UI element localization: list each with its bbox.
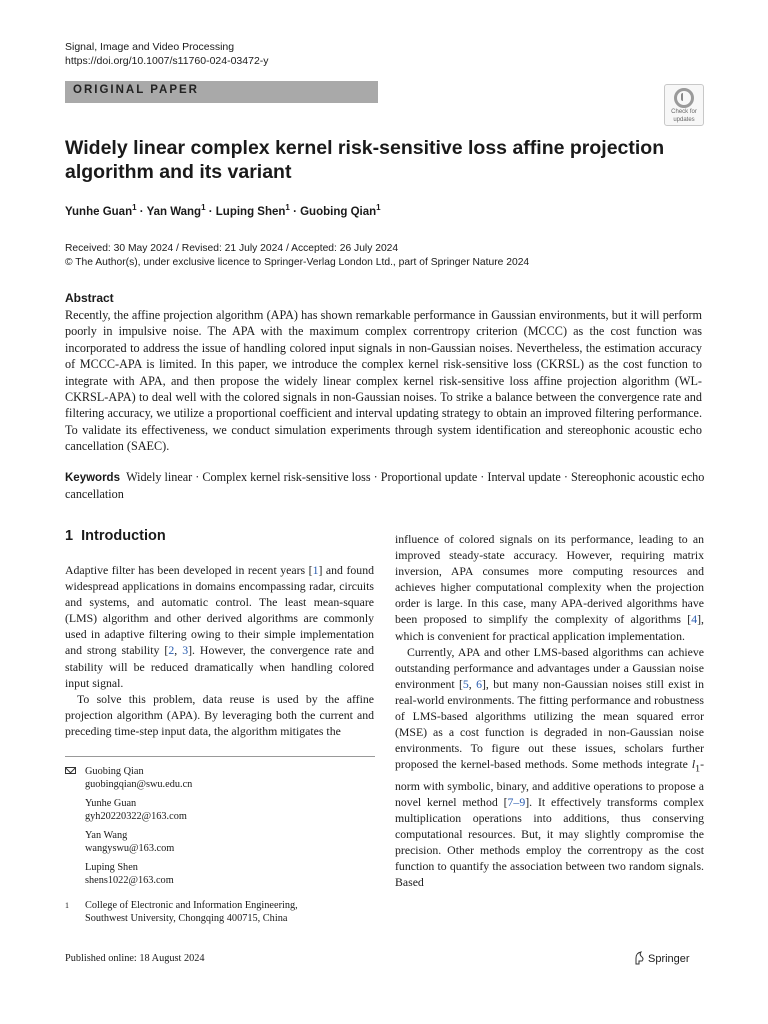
article-history (65, 242, 529, 270)
text-run: ]. It effectively transforms complex multiplication operations into additions, thus conserving computational resources. But, it may slightly compromise the precision. Other methods employ the correntropy as the cost function to quantify the association between two random signals. Based (395, 794, 704, 890)
norm-symbol: l (691, 757, 696, 772)
springer-horse-icon (633, 951, 645, 965)
section-title: Introduction (81, 528, 166, 544)
author-separator: · (136, 205, 147, 218)
citation-link[interactable]: 5 (462, 676, 469, 691)
citation-link[interactable]: 1 (312, 563, 319, 577)
published-online: Published online: 18 August 2024 (65, 953, 205, 964)
journal-header (65, 40, 269, 68)
paragraph (65, 562, 374, 691)
author-separator: · (289, 205, 301, 218)
citation-link[interactable]: 7–9 (507, 794, 526, 809)
keywords-text: Widely linear · Complex kernel risk-sensitive loss · Proportional update · Interval update · Stereophonic acoustic echo cancellation (65, 470, 705, 502)
contact-entry (85, 829, 192, 855)
contact-name: Guobing Qian (85, 766, 144, 777)
text-run: ]. However, the convergence rate and stability will be reduced dramatically when handling colored input signal. (65, 643, 374, 690)
contact-email[interactable]: wangyswu@163.com (85, 843, 175, 854)
text-run: Adaptive filter has been developed in recent years [ (65, 563, 313, 577)
paragraph (395, 531, 704, 644)
contact-email[interactable]: shens1022@163.com (85, 875, 174, 886)
author-name[interactable]: Yan Wang (146, 205, 202, 218)
article-type-banner (65, 81, 378, 103)
citation-link[interactable]: 6 (476, 676, 482, 691)
author-affil-sup: 1 (376, 203, 381, 212)
check-updates-text-2: updates (673, 116, 695, 123)
contact-entry (85, 797, 192, 823)
section-number: 1 (65, 528, 74, 544)
corresponding-contacts (65, 765, 192, 893)
affiliation (65, 899, 298, 925)
text-run: , (468, 676, 477, 691)
author-affil-sup: 1 (132, 203, 137, 212)
text-run: ], but many non-Gaussian noises still exist in real-world environments. The fitting performance and robustness of LMS-based algorithms utilizing the mean squared error (MSE) as a cost function is degraded in non-Gaussian noise environments. To figure out these issues, scholars further proposed the kernel-based methods. Some methods integrate (395, 676, 704, 772)
author-list (65, 203, 381, 218)
right-column (395, 531, 704, 890)
contact-name: Yunhe Guan (85, 798, 137, 809)
keywords-label: Keywords (65, 472, 120, 484)
text-run: influence of colored signals on its performance, leading to an improved steady-state accuracy. However, requiring matrix inversion, APA consumes more computing resources and achieves higher computational complexity when the projection order is large. In this case, many APA-derived algorithms have been proposed to simplify the complexity of algorithms [ (395, 532, 704, 627)
author-affil-sup: 1 (201, 203, 206, 212)
doi-link[interactable]: https://doi.org/10.1007/s11760-024-03472-y (65, 55, 269, 67)
contact-entry (85, 765, 192, 791)
check-for-updates-badge[interactable] (664, 84, 704, 126)
contact-name: Yan Wang (85, 830, 128, 841)
check-updates-text-1: Check for (671, 109, 697, 115)
contact-email[interactable]: gyh20220322@163.com (85, 811, 187, 822)
section-heading (65, 528, 166, 544)
article-type-label: ORIGINAL PAPER (73, 84, 199, 96)
norm-subscript: 1 (695, 763, 701, 775)
author-name[interactable]: Yunhe Guan (65, 205, 133, 218)
author-separator: · (205, 205, 216, 218)
contact-entry (85, 861, 192, 887)
abstract-heading: Abstract (65, 291, 114, 305)
affiliation-line-1: College of Electronic and Information Engineering, (85, 900, 298, 911)
paper-title: Widely linear complex kernel risk-sensitive loss affine projection algorithm and its variant (65, 137, 665, 183)
footnote-divider (65, 756, 375, 757)
text-run: -norm with symbolic, binary, and additive operations to propose a novel kernel method [ (395, 757, 704, 809)
citation-link[interactable]: 2 (168, 643, 175, 658)
keywords (65, 469, 705, 503)
contact-email[interactable]: guobingqian@swu.edu.cn (85, 779, 193, 790)
citation-link[interactable]: 3 (182, 643, 189, 658)
received-dates: Received: 30 May 2024 / Revised: 21 July 2024 / Accepted: 26 July 2024 (65, 243, 399, 254)
citation-link[interactable]: 4 (691, 612, 698, 627)
text-run: ] and found widespread applications in domains encompassing radar, circuits and systems, and automatic control. The least mean-square (LMS) algorithm and other derived algorithms are commonly used in adaptive filtering owing to their simple implementation and strong stability [ (65, 563, 374, 658)
paragraph: To solve this problem, data reuse is used by the affine projection algorithm (APA). By leveraging both the current and preceding time-step input data, the algorithm mitigates the (65, 691, 374, 738)
text-run: , (174, 643, 183, 658)
copyright-line: © The Author(s), under exclusive licence to Springer-Verlag London Ltd., part of Springer Nature 2024 (65, 257, 530, 268)
author-name[interactable]: Guobing Qian (300, 205, 377, 218)
author-affil-sup: 1 (285, 203, 290, 212)
text-run: Currently, APA and other LMS-based algorithms can achieve outstanding performance and advantages under a Gaussian noise environment [ (395, 644, 704, 691)
left-column (65, 562, 374, 739)
author-name[interactable]: Luping Shen (215, 205, 286, 218)
text-run: ], which is convenient for practical application implementation. (395, 612, 704, 643)
publisher-logo: Springer (648, 953, 690, 965)
paragraph (395, 644, 704, 891)
affiliation-number: 1 (65, 901, 69, 910)
affiliation-line-2: Southwest University, Chongqing 400715, China (85, 913, 288, 924)
journal-name: Signal, Image and Video Processing (65, 41, 235, 53)
abstract-text: Recently, the affine projection algorithm (APA) has shown remarkable performance in Gaussian environments, but it will perform poorly in impulsive noise. The APA with the maximum complex correntropy criterion (MCCC) as the cost function was incorporated to address the issue of handling colored input signals in non-Gaussian noises. Nevertheless, the estimation accuracy of MCCC-APA is limited. In this paper, we introduce the complex kernel risk-sensitive loss (CKRSL) as the cost function to integrate with APA, and then propose the widely linear complex kernel risk-sensitive loss affine projection algorithm (WL-CKRSL-APA) to deal well with the colored signals in non-Gaussian noises. To strike a balance between the convergence rate and filtering accuracy, we utilize a proportional coefficient and interval updating strategy to obtain an improved filtering performance. To validate its effectiveness, we conduct simulation experiments through system identification and stereophonic acoustic echo cancellation (SAEC). (65, 308, 702, 454)
contact-name: Luping Shen (85, 862, 138, 873)
check-updates-icon (674, 88, 694, 108)
